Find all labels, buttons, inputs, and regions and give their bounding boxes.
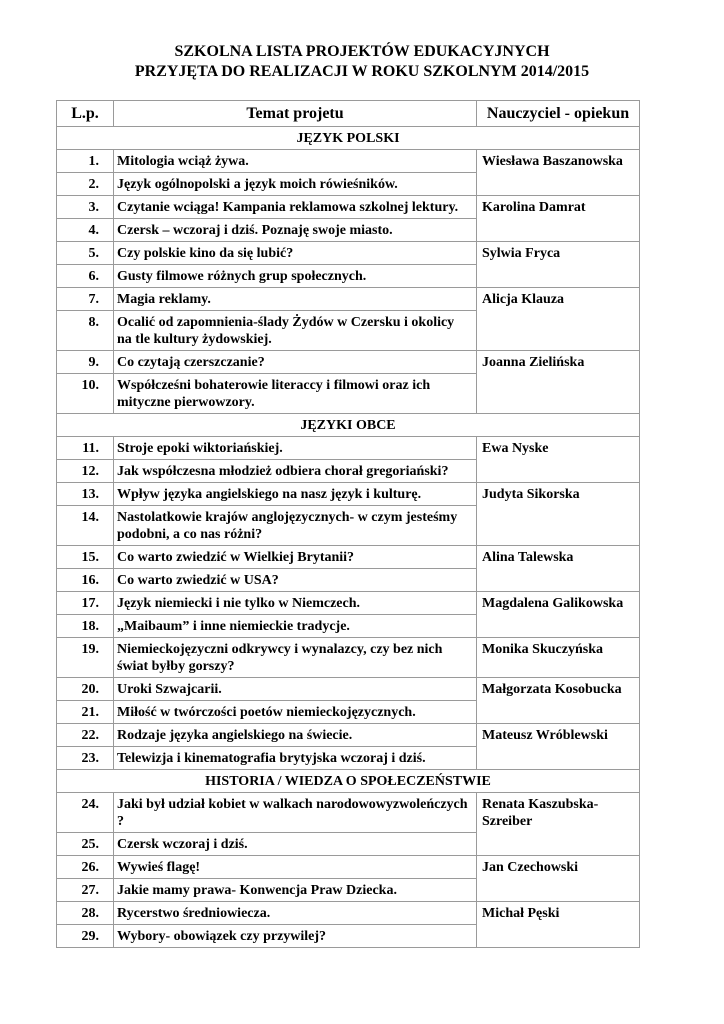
section-heading: HISTORIA / WIEDZA O SPOŁECZEŃSTWIE bbox=[57, 770, 640, 793]
project-topic: Wpływ języka angielskiego na nasz język i kulturę. bbox=[114, 483, 477, 506]
row-number: 1. bbox=[57, 150, 114, 173]
row-number: 7. bbox=[57, 288, 114, 311]
row-number: 18. bbox=[57, 615, 114, 638]
table-row bbox=[57, 351, 640, 374]
table-row bbox=[57, 678, 640, 701]
row-number: 2. bbox=[57, 173, 114, 196]
section-row bbox=[57, 770, 640, 793]
teacher-name: Magdalena Galikowska bbox=[477, 592, 640, 638]
teacher-name: Sylwia Fryca bbox=[477, 242, 640, 288]
project-topic: Jakie mamy prawa- Konwencja Praw Dziecka. bbox=[114, 879, 477, 902]
row-number: 14. bbox=[57, 506, 114, 546]
project-topic: Rycerstwo średniowiecza. bbox=[114, 902, 477, 925]
project-topic: Mitologia wciąż żywa. bbox=[114, 150, 477, 173]
row-number: 20. bbox=[57, 678, 114, 701]
table-row bbox=[57, 724, 640, 747]
table-row bbox=[57, 592, 640, 615]
row-number: 10. bbox=[57, 374, 114, 414]
table-row bbox=[57, 150, 640, 173]
project-topic: Stroje epoki wiktoriańskiej. bbox=[114, 437, 477, 460]
teacher-name: Judyta Sikorska bbox=[477, 483, 640, 546]
row-number: 15. bbox=[57, 546, 114, 569]
project-topic: Gusty filmowe różnych grup społecznych. bbox=[114, 265, 477, 288]
table-row bbox=[57, 196, 640, 219]
teacher-name: Wiesława Baszanowska bbox=[477, 150, 640, 196]
project-topic: Współcześni bohaterowie literaccy i filmowi oraz ich mityczne pierwowzory. bbox=[114, 374, 477, 414]
teacher-name: Małgorzata Kosobucka bbox=[477, 678, 640, 724]
project-topic: Uroki Szwajcarii. bbox=[114, 678, 477, 701]
project-topic: Ocalić od zapomnienia-ślady Żydów w Czersku i okolicy na tle kultury żydowskiej. bbox=[114, 311, 477, 351]
teacher-name: Joanna Zielińska bbox=[477, 351, 640, 414]
section-heading: JĘZYK POLSKI bbox=[57, 127, 640, 150]
row-number: 28. bbox=[57, 902, 114, 925]
row-number: 27. bbox=[57, 879, 114, 902]
row-number: 25. bbox=[57, 833, 114, 856]
header-topic: Temat projetu bbox=[114, 101, 477, 127]
teacher-name: Ewa Nyske bbox=[477, 437, 640, 483]
header-teacher: Nauczyciel - opiekun bbox=[477, 101, 640, 127]
teacher-name: Michał Pęski bbox=[477, 902, 640, 948]
teacher-name: Monika Skuczyńska bbox=[477, 638, 640, 678]
table-body bbox=[57, 127, 640, 948]
row-number: 19. bbox=[57, 638, 114, 678]
project-topic: Czytanie wciąga! Kampania reklamowa szkolnej lektury. bbox=[114, 196, 477, 219]
row-number: 12. bbox=[57, 460, 114, 483]
table-row bbox=[57, 638, 640, 678]
project-topic: Co czytają czerszczanie? bbox=[114, 351, 477, 374]
row-number: 23. bbox=[57, 747, 114, 770]
project-topic: Niemieckojęzyczni odkrywcy i wynalazcy, czy bez nich świat byłby gorszy? bbox=[114, 638, 477, 678]
table-row bbox=[57, 437, 640, 460]
row-number: 9. bbox=[57, 351, 114, 374]
project-topic: Wywieś flagę! bbox=[114, 856, 477, 879]
title-line-1: SZKOLNA LISTA PROJEKTÓW EDUKACYJNYCH bbox=[174, 43, 550, 60]
teacher-name: Karolina Damrat bbox=[477, 196, 640, 242]
row-number: 11. bbox=[57, 437, 114, 460]
row-number: 24. bbox=[57, 793, 114, 833]
project-topic: Magia reklamy. bbox=[114, 288, 477, 311]
header-lp: L.p. bbox=[57, 101, 114, 127]
project-topic: Czy polskie kino da się lubić? bbox=[114, 242, 477, 265]
project-topic: Nastolatkowie krajów anglojęzycznych- w czym jesteśmy podobni, a co nas różni? bbox=[114, 506, 477, 546]
table-row bbox=[57, 483, 640, 506]
row-number: 6. bbox=[57, 265, 114, 288]
teacher-name: Jan Czechowski bbox=[477, 856, 640, 902]
table-row bbox=[57, 242, 640, 265]
row-number: 5. bbox=[57, 242, 114, 265]
project-topic: Co warto zwiedzić w Wielkiej Brytanii? bbox=[114, 546, 477, 569]
project-topic: Jaki był udział kobiet w walkach narodowowyzwoleńczych ? bbox=[114, 793, 477, 833]
row-number: 8. bbox=[57, 311, 114, 351]
project-topic: Jak współczesna młodzież odbiera chorał gregoriański? bbox=[114, 460, 477, 483]
project-topic: Rodzaje języka angielskiego na świecie. bbox=[114, 724, 477, 747]
section-row bbox=[57, 414, 640, 437]
projects-table bbox=[56, 100, 640, 948]
table-row bbox=[57, 288, 640, 311]
row-number: 17. bbox=[57, 592, 114, 615]
project-topic: Miłość w twórczości poetów niemieckojęzycznych. bbox=[114, 701, 477, 724]
project-topic: Język niemiecki i nie tylko w Niemczech. bbox=[114, 592, 477, 615]
project-topic: Wybory- obowiązek czy przywilej? bbox=[114, 925, 477, 948]
header-row bbox=[57, 101, 640, 127]
row-number: 29. bbox=[57, 925, 114, 948]
project-topic: Czersk – wczoraj i dziś. Poznaję swoje miasto. bbox=[114, 219, 477, 242]
project-topic: Czersk wczoraj i dziś. bbox=[114, 833, 477, 856]
table-row bbox=[57, 546, 640, 569]
row-number: 26. bbox=[57, 856, 114, 879]
section-heading: JĘZYKI OBCE bbox=[57, 414, 640, 437]
table-row bbox=[57, 856, 640, 879]
teacher-name: Alina Talewska bbox=[477, 546, 640, 592]
row-number: 21. bbox=[57, 701, 114, 724]
row-number: 16. bbox=[57, 569, 114, 592]
title-line-2: PRZYJĘTA DO REALIZACJI W ROKU SZKOLNYM 2014/2015 bbox=[134, 63, 590, 80]
row-number: 13. bbox=[57, 483, 114, 506]
teacher-name: Mateusz Wróblewski bbox=[477, 724, 640, 770]
row-number: 22. bbox=[57, 724, 114, 747]
project-topic: „Maibaum” i inne niemieckie tradycje. bbox=[114, 615, 477, 638]
row-number: 4. bbox=[57, 219, 114, 242]
project-topic: Język ogólnopolski a język moich rówieśników. bbox=[114, 173, 477, 196]
row-number: 3. bbox=[57, 196, 114, 219]
document-title bbox=[0, 42, 724, 82]
teacher-name: Alicja Klauza bbox=[477, 288, 640, 351]
teacher-name: Renata Kaszubska-Szreiber bbox=[477, 793, 640, 856]
table-row bbox=[57, 793, 640, 833]
project-topic: Co warto zwiedzić w USA? bbox=[114, 569, 477, 592]
project-topic: Telewizja i kinematografia brytyjska wczoraj i dziś. bbox=[114, 747, 477, 770]
section-row bbox=[57, 127, 640, 150]
table-row bbox=[57, 902, 640, 925]
